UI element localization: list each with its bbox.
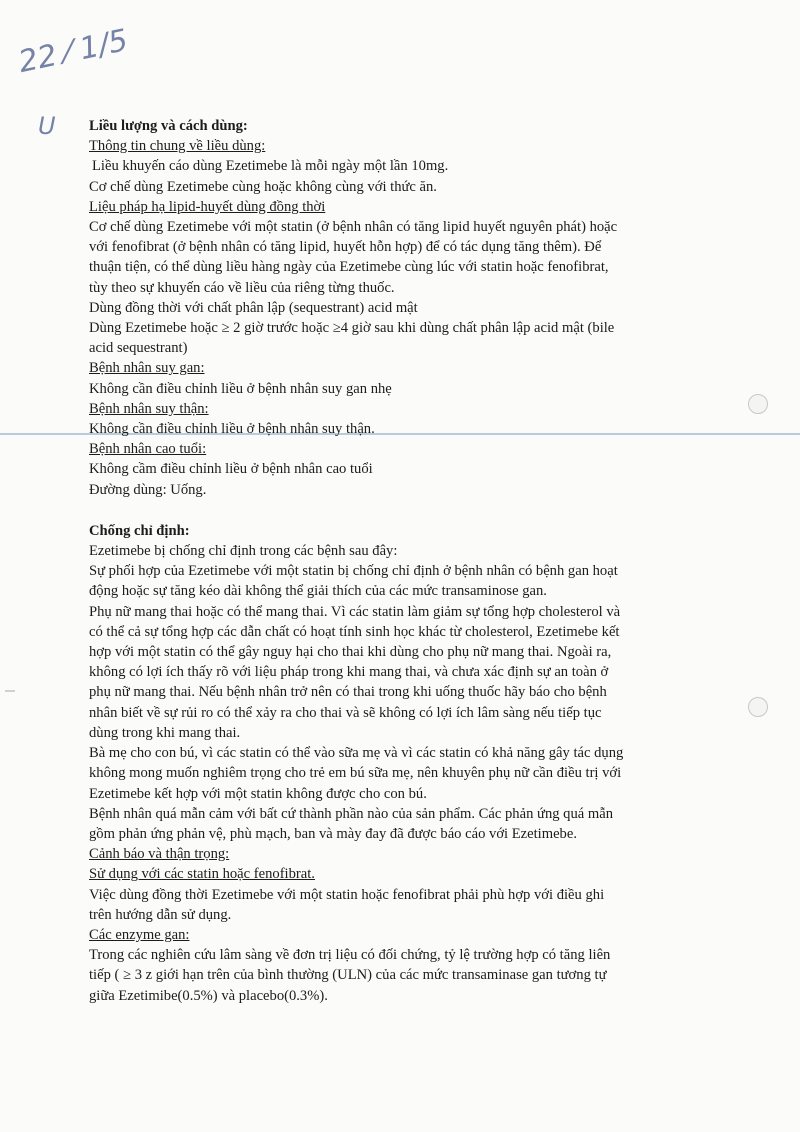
renal-text: Không cần điều chỉnh liều ở bệnh nhân suy thận. — [89, 421, 375, 438]
contraindications-title: Chống chỉ định: — [89, 522, 190, 539]
handwritten-margin-mark: U — [38, 112, 56, 140]
contra-line-3: động hoặc sự tăng kéo dài không thể giải thích của các mức transaminose gan. — [89, 583, 547, 600]
hepatic-text: Không cần điều chỉnh liều ở bệnh nhân suy gan nhẹ — [89, 380, 392, 397]
general-line-1: Liều khuyến cáo dùng Ezetimebe là mỗi ngày một lần 10mg. — [92, 158, 449, 175]
document-body — [89, 116, 739, 1006]
punch-hole-top — [748, 394, 768, 414]
enzyme-line-2: tiếp ( ≥ 3 z giới hạn trên của bình thường (ULN) của các mức transaminase gan tương tự — [89, 967, 607, 984]
general-line-2: Cơ chế dùng Ezetimebe cùng hoặc không cùng với thức ăn. — [89, 178, 437, 195]
combo-therapy-heading: Liệu pháp hạ lipid-huyết dùng đồng thời — [89, 198, 326, 215]
general-info-heading: Thông tin chung về liều dùng: — [89, 138, 266, 155]
combo-line-2: với fenofibrat (ở bệnh nhân có tăng lipid, huyết hỗn hợp) để có tác dụng tăng thêm). Để — [89, 239, 602, 256]
statin-use-heading: Sử dụng với các statin hoặc fenofibrat. — [89, 866, 315, 883]
dosage-title: Liều lượng và cách dùng: — [89, 118, 248, 134]
contra-line-13: Ezetimebe kết hợp với một statin không được cho con bú. — [89, 785, 427, 802]
contra-line-14: Bệnh nhân quá mẫn cảm với bất cứ thành phần nào của sản phẩm. Các phản ứng quá mẫn — [89, 805, 614, 822]
hepatic-heading: Bệnh nhân suy gan: — [89, 360, 205, 377]
contra-line-2: Sự phối hợp của Ezetimebe với một statin bị chống chỉ định ở bệnh nhân có bệnh gan hoạt — [89, 563, 618, 580]
handwritten-note: 22 ⁄ 1/5 — [15, 22, 131, 81]
combo-line-1: Cơ chế dùng Ezetimebe với một statin (ở bệnh nhân có tăng lipid huyết nguyên phát) hoặc — [89, 219, 618, 236]
contra-line-5: có thể cả sự tổng hợp các dẫn chất có hoạt tính sinh học khác từ cholesterol, Ezetimebe kết — [89, 623, 620, 640]
elderly-heading: Bệnh nhân cao tuổi: — [89, 441, 207, 458]
contra-line-1: Ezetimebe bị chống chỉ định trong các bệnh sau đây: — [89, 543, 398, 560]
contra-line-6: hợp với một statin có thể gây nguy hại cho thai khi dùng cho phụ nữ mang thai. Ngoài ra, — [89, 644, 612, 661]
elderly-text: Không cầm điều chỉnh liều ở bệnh nhân cao tuổi — [89, 461, 373, 478]
combo-line-4: tùy theo sự khuyến cáo về liều của riêng từng thuốc. — [89, 279, 395, 296]
punch-hole-bottom — [748, 697, 768, 717]
sequestrant-line-2: Dùng Ezetimebe hoặc ≥ 2 giờ trước hoặc ≥4 giờ sau khi dùng chất phân lập acid mật (bile — [89, 320, 615, 337]
combo-line-3: thuận tiện, có thể dùng liều hàng ngày của Ezetimebe cùng lúc với statin hoặc fenofibrat, — [89, 259, 609, 276]
contra-line-15: gồm phản ứng phản vệ, phù mạch, ban và mày đay đã được báo cáo với Ezetimebe. — [89, 825, 577, 842]
statin-line-1: Việc dùng đồng thời Ezetimebe với một statin hoặc fenofibrat phải phù hợp với điều ghi — [89, 886, 605, 903]
statin-line-2: trên hướng dẫn sử dụng. — [89, 906, 232, 923]
contra-line-7: không có lợi ích thấy rõ với liệu pháp trong khi mang thai, và chưa xác định sự an toàn ở — [89, 664, 609, 681]
renal-heading: Bệnh nhân suy thận: — [89, 400, 209, 417]
enzyme-line-1: Trong các nghiên cứu lâm sàng về đơn trị liệu có đối chứng, tỷ lệ trường hợp có tăng liên — [89, 947, 611, 964]
sequestrant-line-1: Dùng đồng thời với chất phân lập (sequestrant) acid mật — [89, 299, 418, 316]
sequestrant-line-3: acid sequestrant) — [89, 340, 188, 357]
contra-line-8: phụ nữ mang thai. Nếu bệnh nhân trở nên có thai trong khi uống thuốc hãy báo cho bệnh — [89, 684, 607, 701]
contra-line-11: Bà mẹ cho con bú, vì các statin có thể vào sữa mẹ và vì các statin có khả năng gây tác dụng — [89, 745, 624, 762]
contra-line-12: không mong muốn nghiêm trọng cho trẻ em bú sữa mẹ, nên khuyên phụ nữ cần điều trị với — [89, 765, 622, 782]
route-text: Đường dùng: Uống. — [89, 481, 207, 498]
margin-tick — [5, 690, 15, 692]
liver-enzymes-heading: Các enzyme gan: — [89, 926, 190, 943]
contra-line-10: dùng trong khi mang thai. — [89, 724, 241, 741]
warnings-heading: Cảnh báo và thận trọng: — [89, 846, 230, 863]
contra-line-4: Phụ nữ mang thai hoặc có thể mang thai. Vì các statin làm giảm sự tổng hợp cholesterol và — [89, 603, 621, 620]
contra-line-9: nhân biết về sự rủi ro có thể xảy ra cho thai và sẽ không có lợi ích lâm sàng nếu tiếp tục — [89, 704, 602, 721]
section-gap — [89, 500, 739, 521]
enzyme-line-3: giữa Ezetimibe(0.5%) và placebo(0.3%). — [89, 987, 328, 1004]
